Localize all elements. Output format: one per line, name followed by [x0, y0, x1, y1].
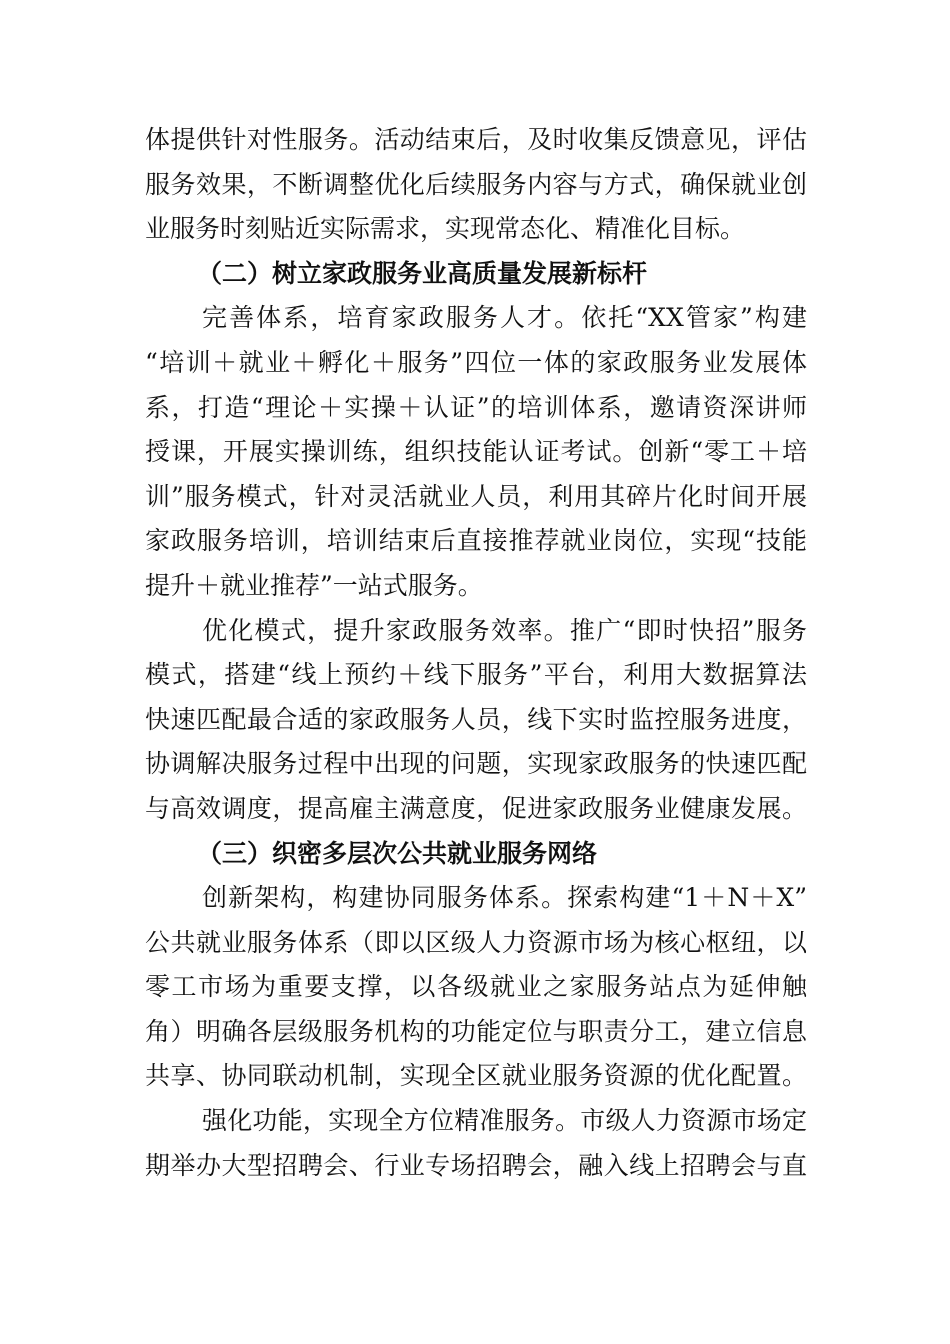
paragraph-line: 与高效调度，提高雇主满意度，促进家政服务业健康发展。 — [145, 793, 807, 823]
paragraph-line: 训”服务模式，针对灵活就业人员，利用其碎片化时间开展 — [145, 481, 807, 511]
paragraph-line: 模式，搭建“线上预约＋线下服务”平台，利用大数据算法 — [145, 660, 807, 690]
paragraph-line: 协调解决服务过程中出现的问题，实现家政服务的快速匹配 — [145, 749, 807, 779]
section-heading: （二）树立家政服务业高质量发展新标杆 — [197, 258, 648, 288]
paragraph-line: 业服务时刻贴近实际需求，实现常态化、精准化目标。 — [145, 214, 746, 244]
paragraph-line: 快速匹配最合适的家政服务人员，线下实时监控服务进度， — [145, 704, 807, 734]
section-heading: （三）织密多层次公共就业服务网络 — [197, 838, 598, 868]
paragraph-line: 体提供针对性服务。活动结束后，及时收集反馈意见，评估 — [145, 125, 807, 154]
paragraph-line: 零工市场为重要支撑，以各级就业之家服务站点为延伸触 — [145, 972, 807, 1002]
paragraph-line: 家政服务培训，培训结束后直接推荐就业岗位，实现“技能 — [145, 526, 807, 556]
paragraph-first-line: 完善体系，培育家政服务人才。依托“XX管家”构建 — [202, 303, 807, 333]
paragraph-line: 期举办大型招聘会、行业专场招聘会，融入线上招聘会与直 — [145, 1150, 807, 1180]
paragraph-line: 角）明确各层级服务机构的功能定位与职责分工，建立信息 — [145, 1016, 807, 1046]
paragraph-line: 提升＋就业推荐”一站式服务。 — [145, 570, 483, 600]
paragraph-first-line: 创新架构，构建协同服务体系。探索构建“1＋N＋X” — [202, 883, 807, 913]
paragraph-line: 授课，开展实操训练，组织技能认证考试。创新“零工＋培 — [145, 437, 807, 467]
document-body — [145, 118, 807, 1188]
paragraph-line: 服务效果，不断调整优化后续服务内容与方式，确保就业创 — [145, 169, 807, 199]
paragraph-first-line: 强化功能，实现全方位精准服务。市级人力资源市场定 — [202, 1106, 807, 1136]
paragraph-line: 系，打造“理论＋实操＋认证”的培训体系，邀请资深讲师 — [145, 392, 807, 422]
paragraph-line: 共享、协同联动机制，实现全区就业服务资源的优化配置。 — [145, 1061, 807, 1091]
paragraph-line: 公共就业服务体系（即以区级人力资源市场为核心枢纽，以 — [145, 927, 807, 957]
paragraph-line: “培训＋就业＋孵化＋服务”四位一体的家政服务业发展体 — [145, 347, 807, 377]
paragraph-first-line: 优化模式，提升家政服务效率。推广“即时快招”服务 — [202, 615, 807, 645]
